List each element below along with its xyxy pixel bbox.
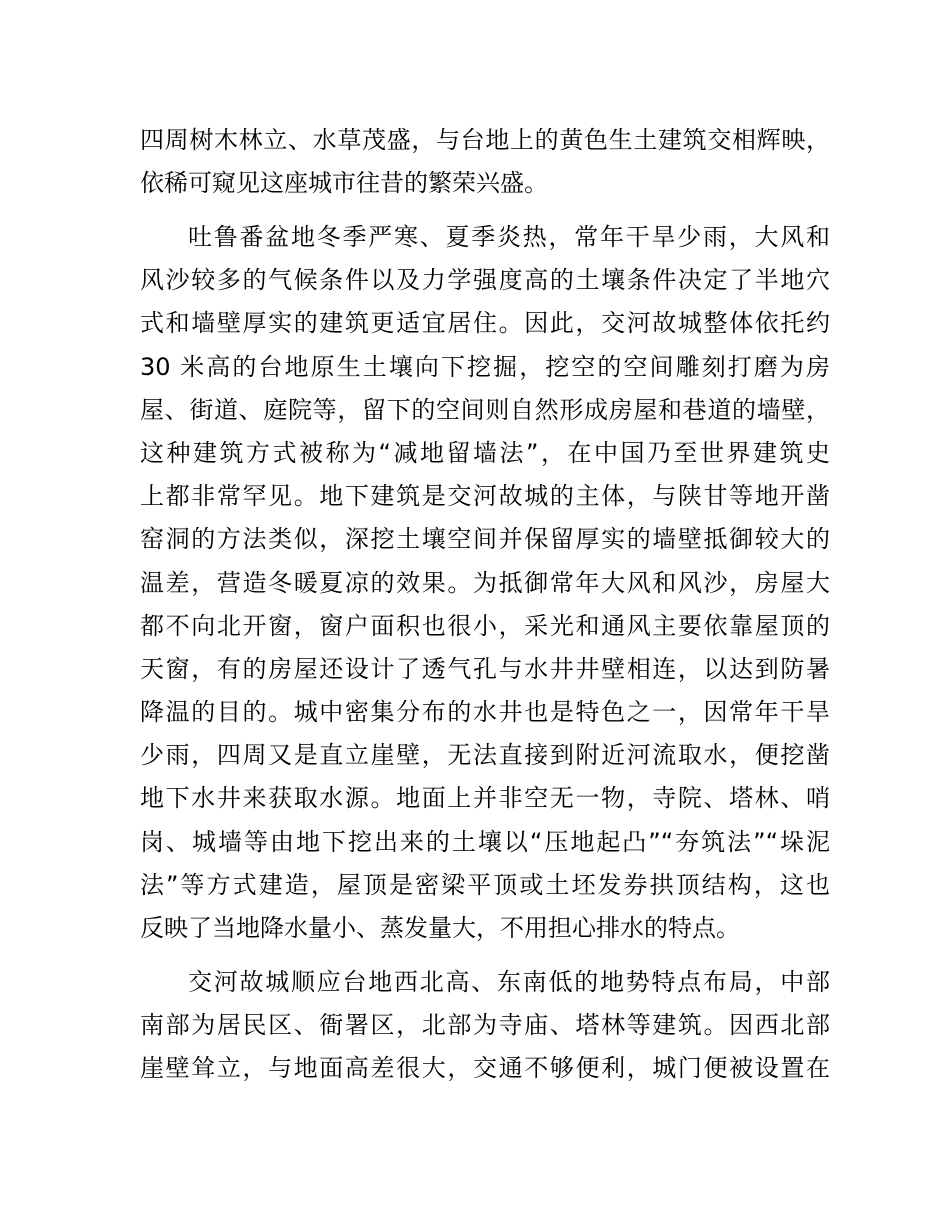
paragraph-line: 30 米高的台地原生土壤向下挖掘，挖空的空间雕刻打磨为房 [140,352,830,381]
paragraph-3 [140,961,830,1091]
paragraph-line: 岗、城墙等由地下挖出来的土壤以“压地起凸”“夯筑法”“垛泥 [140,827,830,856]
paragraph-line: 都不向北开窗，窗户面积也很小，采光和通风主要依靠屋顶的 [140,611,830,640]
paragraph-line: 降温的目的。城中密集分布的水井也是特色之一，因常年干旱 [140,698,830,727]
paragraph-line: 崖壁耸立，与地面高差很大，交通不够便利，城门便被设置在 [140,1054,830,1083]
paragraph-line: 吐鲁番盆地冬季严寒、夏季炎热，常年干旱少雨，大风和 [188,223,830,251]
paragraph-line: 天窗，有的房屋还设计了透气孔与水井井壁相连，以达到防暑 [140,654,830,683]
paragraph-line: 窑洞的方法类似，深挖土壤空间并保留厚实的墙壁抵御较大的 [140,525,830,554]
paragraph-line: 温差，营造冬暖夏凉的效果。为抵御常年大风和风沙，房屋大 [140,568,830,597]
paragraph-line: 地下水井来获取水源。地面上并非空无一物，寺院、塔林、哨 [140,784,830,813]
paragraph-line: 法”等方式建造，屋顶是密梁平顶或土坯发券拱顶结构，这也 [140,870,830,899]
paragraph-line: 式和墙壁厚实的建筑更适宜居住。因此，交河故城整体依托约 [140,309,830,338]
paragraph-line: 屋、街道、庭院等，留下的空间则自然形成房屋和巷道的墙壁， [140,395,830,424]
paragraph-line: 上都非常罕见。地下建筑是交河故城的主体，与陕甘等地开凿 [140,482,830,511]
paragraph-line: 依稀可窥见这座城市往昔的繁荣兴盛。 [140,169,548,198]
paragraph-line: 四周树木林立、水草茂盛，与台地上的黄色生土建筑交相辉映， [140,126,830,154]
paragraph-line: 少雨，四周又是直立崖壁，无法直接到附近河流取水，便挖凿 [140,741,830,770]
paragraph-line: 南部为居民区、衙署区，北部为寺庙、塔林等建筑。因西北部 [140,1011,830,1040]
paragraph-line: 交河故城顺应台地西北高、东南低的地势特点布局，中部 [188,968,830,996]
paragraph-line: 这种建筑方式被称为“减地留墙法”，在中国乃至世界建筑史 [140,438,830,467]
paragraph-1 [140,119,830,205]
paragraph-2 [140,216,830,950]
paragraph-line: 风沙较多的气候条件以及力学强度高的土壤条件决定了半地穴 [140,266,830,295]
paragraph-line: 反映了当地降水量小、蒸发量大，不用担心排水的特点。 [140,914,740,942]
